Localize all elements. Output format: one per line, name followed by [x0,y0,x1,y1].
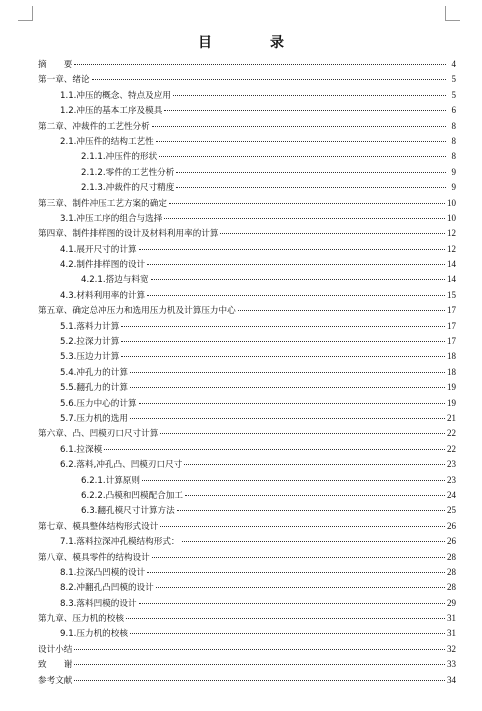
dot-leader [121,326,445,327]
dot-leader [142,480,445,481]
toc-entry-page-number: 26 [447,536,456,547]
dot-leader [104,449,445,450]
toc-entry[interactable] [38,72,456,87]
toc-entry-title: 6.1.拉深模 [60,444,103,455]
toc-entry-page-number: 8 [451,151,456,162]
dot-leader [184,464,445,465]
toc-entry-title: 参考文献 [38,675,73,686]
dot-leader [177,510,445,511]
toc-entry-title: 3.1.冲压工序的组合与选择 [60,213,163,224]
dot-leader [185,495,445,496]
dot-leader [220,233,445,234]
toc-entry-title: 5.6.压力中心的计算 [60,398,137,409]
toc-entry-page-number: 8 [451,120,456,131]
toc-entry[interactable] [38,365,456,380]
toc-entry-page-number: 5 [451,74,456,85]
table-of-contents [38,57,456,688]
toc-entry-title: 8.1.拉深凸凹模的设计 [60,567,146,578]
dot-leader [130,633,445,634]
dot-leader [147,572,445,573]
toc-entry[interactable] [38,165,456,180]
toc-entry[interactable] [38,226,456,241]
toc-entry[interactable] [38,473,456,488]
toc-entry-page-number: 12 [447,228,456,239]
toc-entry[interactable] [38,411,456,426]
dot-leader [164,110,446,111]
page-title: 目 录 [198,35,306,51]
toc-entry-title: 第六章、凸、凹模刃口尺寸计算 [38,429,159,440]
toc-entry-title: 5.1.落料力计算 [60,321,120,332]
toc-entry[interactable] [38,642,456,657]
toc-entry-page-number: 14 [447,274,456,285]
toc-entry[interactable] [38,380,456,395]
toc-entry-page-number: 23 [447,474,456,485]
dot-leader [126,618,445,619]
toc-entry-title: 第八章、模具零件的结构设计 [38,552,150,563]
toc-entry[interactable] [38,596,456,611]
toc-entry-page-number: 17 [447,320,456,331]
toc-entry[interactable] [38,257,456,272]
dot-leader [182,541,445,542]
page-corner-mark-right [445,6,460,21]
dot-leader [139,403,445,404]
toc-entry[interactable] [38,488,456,503]
toc-entry-title: 致 谢 [38,660,73,671]
toc-entry-page-number: 9 [451,166,456,177]
toc-entry-page-number: 21 [447,412,456,423]
toc-entry[interactable] [38,88,456,103]
toc-entry-page-number: 24 [447,489,456,500]
toc-entry-title: 第一章、绪论 [38,75,90,86]
dot-leader [147,264,445,265]
toc-entry-title: 6.2.落料,冲孔凸、凹模刃口尺寸 [60,460,183,471]
toc-entry-page-number: 18 [447,351,456,362]
toc-entry-title: 1.1.冲压的概念、特点及应用 [60,90,171,101]
toc-entry-title: 第四章、制件排样图的设计及材料利用率的计算 [38,229,219,240]
toc-entry-page-number: 28 [447,582,456,593]
toc-entry-title: 9.1.压力机的校核 [60,629,128,640]
toc-entry-title: 第五章、确定总冲压力和选用压力机及计算压力中心 [38,306,236,317]
toc-entry-page-number: 10 [447,197,456,208]
toc-entry-page-number: 28 [447,551,456,562]
toc-entry[interactable] [38,519,456,534]
dot-leader [160,526,445,527]
toc-entry-page-number: 17 [447,305,456,316]
toc-entry[interactable] [38,149,456,164]
toc-entry-title: 4.2.1.搭边与料宽 [81,275,149,286]
toc-entry-title: 5.3.压边力计算 [60,352,120,363]
toc-entry-title: 6.2.2.凸模和凹模配合加工 [81,490,183,501]
toc-entry[interactable] [38,396,456,411]
toc-entry-page-number: 18 [447,366,456,377]
dot-leader [147,295,445,296]
toc-entry-title: 4.2.制件排样图的设计 [60,260,146,271]
toc-entry-page-number: 9 [451,182,456,193]
dot-leader [92,79,446,80]
toc-entry-page-number: 28 [447,566,456,577]
dot-leader [74,680,445,681]
toc-entry-title: 4.3.材料利用率的计算 [60,290,146,301]
toc-entry-page-number: 22 [447,443,456,454]
toc-entry-page-number: 34 [447,674,456,685]
toc-entry[interactable] [38,626,456,641]
toc-entry-page-number: 6 [451,105,456,116]
toc-entry-page-number: 23 [447,459,456,470]
dot-leader [152,126,446,127]
toc-entry[interactable] [38,673,456,688]
toc-entry-page-number: 19 [447,397,456,408]
toc-entry-page-number: 5 [451,89,456,100]
toc-entry[interactable] [38,119,456,134]
toc-entry[interactable] [38,657,456,672]
toc-entry-page-number: 12 [447,243,456,254]
toc-entry[interactable] [38,211,456,226]
dot-leader [130,418,445,419]
toc-entry-page-number: 8 [451,135,456,146]
toc-entry-title: 2.1.2.零件的工艺性分析 [81,167,175,178]
toc-entry[interactable] [38,565,456,580]
toc-entry-title: 第七章、模具整体结构形式设计 [38,521,159,532]
toc-entry[interactable] [38,426,456,441]
dot-leader [238,310,445,311]
toc-entry-title: 第二章、冲裁件的工艺性分析 [38,121,150,132]
toc-entry-title: 摘 要 [38,60,73,70]
toc-entry-title: 5.2.拉深力计算 [60,337,120,348]
toc-entry-page-number: 14 [447,259,456,270]
toc-entry-title: 7.1.落料拉深冲孔模结构形式： [60,537,180,548]
toc-entry-page-number: 19 [447,382,456,393]
toc-entry[interactable] [38,611,456,626]
toc-entry[interactable] [38,442,456,457]
toc-entry-title: 4.1.展开尺寸的计算 [60,244,137,255]
toc-entry-title: 第三章、制件冲压工艺方案的确定 [38,198,167,209]
toc-entry-title: 设计小结 [38,644,73,655]
dot-leader [74,649,445,650]
toc-entry-title: 8.2.冲翻孔凸凹模的设计 [60,583,154,594]
dot-leader [151,279,445,280]
toc-entry-title: 5.7.压力机的选用 [60,413,128,424]
toc-entry-title: 5.4.冲孔力的计算 [60,367,128,378]
toc-entry-page-number: 29 [447,597,456,608]
dot-leader [121,341,445,342]
toc-entry[interactable] [38,319,456,334]
toc-entry-page-number: 4 [451,59,456,69]
toc-entry[interactable] [38,103,456,118]
toc-entry-title: 2.1.1.冲压件的形状 [81,152,158,163]
dot-leader [169,203,445,204]
dot-leader [156,587,445,588]
dot-leader [173,95,446,96]
toc-entry-title: 8.3.落料凹模的设计 [60,598,137,609]
toc-entry[interactable] [38,272,456,287]
dot-leader [121,356,445,357]
dot-leader [130,372,445,373]
dot-leader [74,664,445,665]
toc-entry[interactable] [38,503,456,518]
dot-leader [130,387,445,388]
toc-entry[interactable] [38,288,456,303]
dot-leader [160,433,445,434]
page-corner-mark-left [18,6,33,21]
toc-entry[interactable] [38,196,456,211]
dot-leader [152,557,445,558]
toc-entry-title: 第九章、压力机的校核 [38,614,124,625]
toc-entry-title: 6.3.翻孔模尺寸计算方法 [81,506,175,517]
dot-leader [74,64,446,65]
toc-entry-page-number: 33 [447,659,456,670]
toc-entry-page-number: 32 [447,643,456,654]
toc-entry[interactable] [38,457,456,472]
toc-entry-page-number: 26 [447,520,456,531]
toc-entry[interactable] [38,550,456,565]
dot-leader [139,603,445,604]
toc-entry-title: 5.5.翻孔力的计算 [60,383,128,394]
toc-entry-title: 6.2.1.计算原则 [81,475,140,486]
toc-entry-page-number: 17 [447,336,456,347]
toc-entry[interactable] [38,580,456,595]
toc-entry-title: 1.2.冲压的基本工序及模具 [60,106,163,117]
toc-entry[interactable] [38,349,456,364]
toc-entry[interactable] [38,534,456,549]
toc-entry-page-number: 10 [447,212,456,223]
dot-leader [164,218,445,219]
dot-leader [159,156,446,157]
dot-leader [176,172,446,173]
dot-leader [139,249,445,250]
toc-entry-title: 2.1.3.冲裁件的尺寸精度 [81,183,175,194]
toc-entry-page-number: 22 [447,428,456,439]
toc-entry[interactable] [38,242,456,257]
toc-entry-page-number: 15 [447,289,456,300]
toc-entry-title: 2.1.冲压件的结构工艺性 [60,136,154,147]
toc-entry-page-number: 31 [447,628,456,639]
toc-entry[interactable] [38,57,456,72]
toc-entry[interactable] [38,334,456,349]
toc-entry[interactable] [38,134,456,149]
dot-leader [176,187,446,188]
dot-leader [156,141,446,142]
toc-entry[interactable] [38,180,456,195]
toc-entry[interactable] [38,303,456,318]
toc-entry-page-number: 25 [447,505,456,516]
toc-entry-page-number: 31 [447,613,456,624]
